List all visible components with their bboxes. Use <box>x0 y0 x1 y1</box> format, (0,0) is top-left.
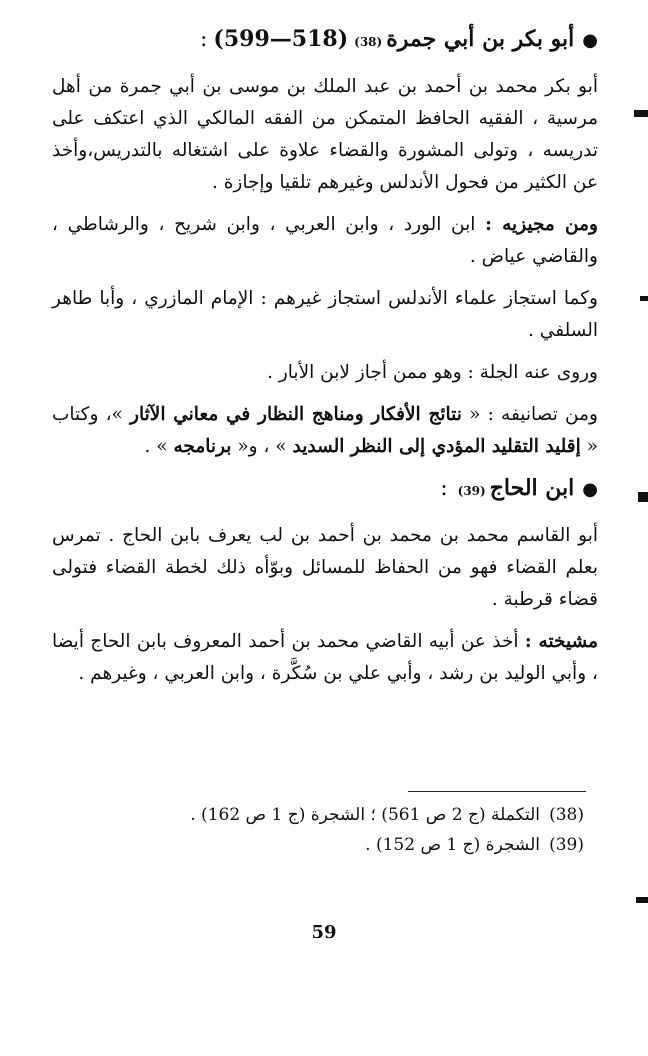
heading-name: ابن الحاج <box>489 475 575 501</box>
paragraph <box>52 399 598 463</box>
book-title: إقليد التقليد المؤدي إلى النظر السديد <box>292 436 581 457</box>
heading-name: أبو بكر بن أبي جمرة <box>386 26 575 52</box>
section-heading-ibn-al-hajj <box>52 473 598 506</box>
paragraph-text: ابن الورد ، وابن العربي ، وابن شريح ، والرشاطي ، والقاضي عياض . <box>52 214 598 267</box>
book-title: برنامجه <box>173 436 232 457</box>
paragraph: أبو القاسم محمد بن محمد بن أحمد بن لب يعرف بابن الحاج . تمرس بعلم القضاء فهو من الحفاظ للمسائل وبوّأه ذلك لخطة القضاء فتولى قضاء قرطبة . <box>52 525 598 610</box>
text: »، وكتاب « <box>52 404 598 457</box>
paragraph: وكما استجاز علماء الأندلس استجاز غيرهم : الإمام المازري ، وأبا طاهر السلفي . <box>52 288 598 341</box>
footnote-text: التكملة (ج 2 ص 561) ؛ الشجرة (ج 1 ص 162) . <box>190 805 540 825</box>
footnote-number: (39) <box>549 835 584 855</box>
footnote-number: (38) <box>549 805 584 825</box>
heading-colon: : <box>199 27 208 52</box>
page-number: 59 <box>311 922 337 943</box>
footnotes <box>164 800 584 860</box>
footnote-ref: (39) <box>457 484 486 498</box>
paragraph <box>52 626 598 690</box>
paragraph: وروى عنه الجلة : وهو ممن أجاز لابن الأبار . <box>267 362 598 383</box>
section-heading-ibn-abi-jamra <box>52 24 598 57</box>
scan-margin-mark <box>634 110 648 117</box>
footnote-item <box>164 830 584 860</box>
scan-margin-mark <box>636 897 648 903</box>
footnote-ref: (38) <box>354 35 383 49</box>
heading-colon: : <box>440 476 448 501</box>
book-title: نتائج الأفكار ومناهج النظار في معاني الآثار <box>130 404 462 425</box>
footnote-item <box>164 800 584 830</box>
text: ومن تصانيفه : « <box>461 404 598 425</box>
paragraph-text: أخذ عن أبيه القاضي محمد بن أحمد المعروف بابن الحاج أيضا ، وأبي الوليد بن رشد ، وأبي علي بن سُكَّرة ، وابن العربي ، وغيرهم . <box>52 631 598 684</box>
footnote-text: الشجرة (ج 1 ص 152) . <box>365 835 540 855</box>
scan-margin-mark <box>638 492 648 502</box>
scan-margin-mark <box>640 296 648 301</box>
text: » ، و« <box>231 436 293 457</box>
paragraph <box>52 209 598 273</box>
page-body <box>52 14 598 700</box>
bullet-icon: ● <box>582 30 598 51</box>
paragraph: أبو بكر محمد بن أحمد بن عبد الملك بن موسى بن أبي جمرة من أهل مرسية ، الفقيه الحافظ المتمكن من الفقه المالكي الذي اعتكف على تدريسه ، وتولى المشورة والقضاء علاوة على اشتغاله بالتدريس،وأخذ عن الكثير من فحول الأندلس وغيرهم تلقيا وإجازة . <box>52 76 598 193</box>
paragraph-label: مشيخته : <box>524 631 598 652</box>
heading-dates: (518—599) <box>213 26 349 52</box>
paragraph-label: ومن مجيزيه : <box>485 214 598 235</box>
footnote-divider <box>408 791 586 792</box>
text: » . <box>144 436 174 457</box>
bullet-icon: ● <box>582 479 598 500</box>
